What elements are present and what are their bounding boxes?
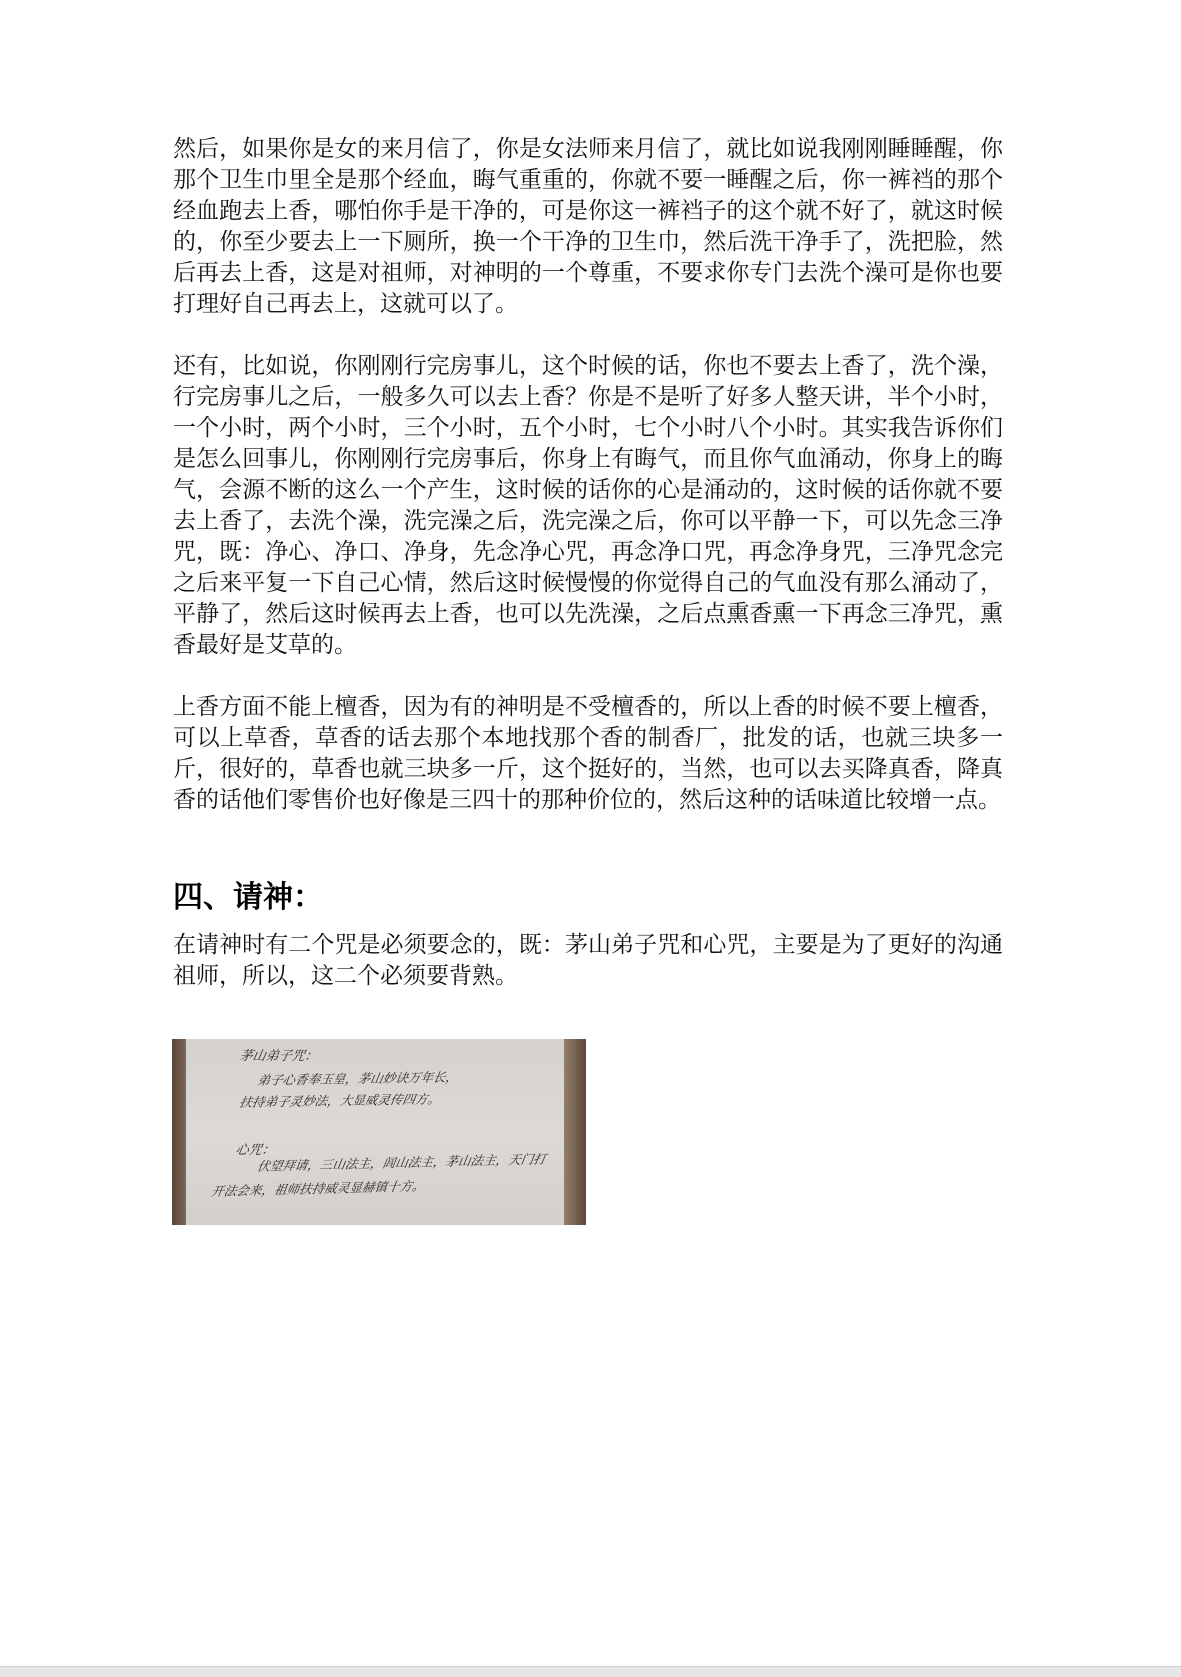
handwriting-line: 伏望拜请，三山法主，闾山法主，茅山法主，天门打 — [256, 1151, 548, 1174]
handwriting-line: 扶持弟子灵妙法，大显威灵传四方。 — [238, 1091, 442, 1110]
handwritten-mantra-photo — [172, 1039, 586, 1225]
page-bottom-edge — [0, 1666, 1181, 1677]
paragraph-incense-types: 上香方面不能上檀香，因为有的神明是不受檀香的，所以上香的时候不要上檀香，可以上草香，草香的话去那个本地找那个香的制香厂，批发的话，也就三块多一斤，很好的，草香也就三块多一斤，这个挺好的，当然，也可以去买降真香，降真香的话他们零售价也好像是三四十的那种价位的，然后这种的话味道比较增一点。 — [173, 694, 1003, 813]
handwriting-line: 开法会来，祖师扶持威灵显赫镇十方。 — [210, 1178, 427, 1199]
photo-paper — [186, 1039, 564, 1225]
handwriting-line: 弟子心香奉玉皇，茅山妙诀万年长， — [256, 1069, 460, 1088]
paragraph-after-intercourse: 还有，比如说，你刚刚行完房事儿，这个时候的话，你也不要去上香了，洗个澡，行完房事儿之后，一般多久可以去上香？你是不是听了好多人整天讲，半个小时，一个小时，两个小时，三个小时，五个小时，七个小时八个小时。其实我告诉你们是怎么回事儿，你刚刚行完房事后，你身上有晦气，而且你气血涌动，你身上的晦气，会源不断的这么一个产生，这时候的话你的心是涌动的，这时候的话你就不要去上香了，去洗个澡，洗完澡之后，洗完澡之后，你可以平静一下，可以先念三净咒，既：净心、净口、净身，先念净心咒，再念净口咒，再念净身咒，三净咒念完之后来平复一下自己心情，然后这时候慢慢的你觉得自己的气血没有那么涌动了，平静了，然后这时候再去上香，也可以先洗澡，之后点熏香熏一下再念三净咒，熏香最好是艾草的。 — [173, 353, 1003, 658]
handwriting-line: 心咒： — [234, 1143, 276, 1158]
section-heading: 四、请神： — [173, 880, 323, 915]
document-body — [173, 134, 1003, 992]
handwriting-line: 茅山弟子咒： — [238, 1049, 319, 1064]
paragraph-menstruation: 然后，如果你是女的来月信了，你是女法师来月信了，就比如说我刚刚睡睡醒，你那个卫生巾里全是那个经血，晦气重重的，你就不要一睡醒之后，你一裤裆的那个经血跑去上香，哪怕你手是干净的，可是你这一裤裆子的这个就不好了，就这时候的，你至少要去上一下厕所，换一个干净的卫生巾，然后洗干净手了，洗把脸，然后再去上香，这是对祖师，对神明的一个尊重，不要求你专门去洗个澡可是你也要打理好自己再去上，这就可以了。 — [173, 136, 1003, 317]
section-paragraph: 在请神时有二个咒是必须要念的，既：茅山弟子咒和心咒，主要是为了更好的沟通祖师，所以，这二个必须要背熟。 — [173, 932, 1003, 989]
